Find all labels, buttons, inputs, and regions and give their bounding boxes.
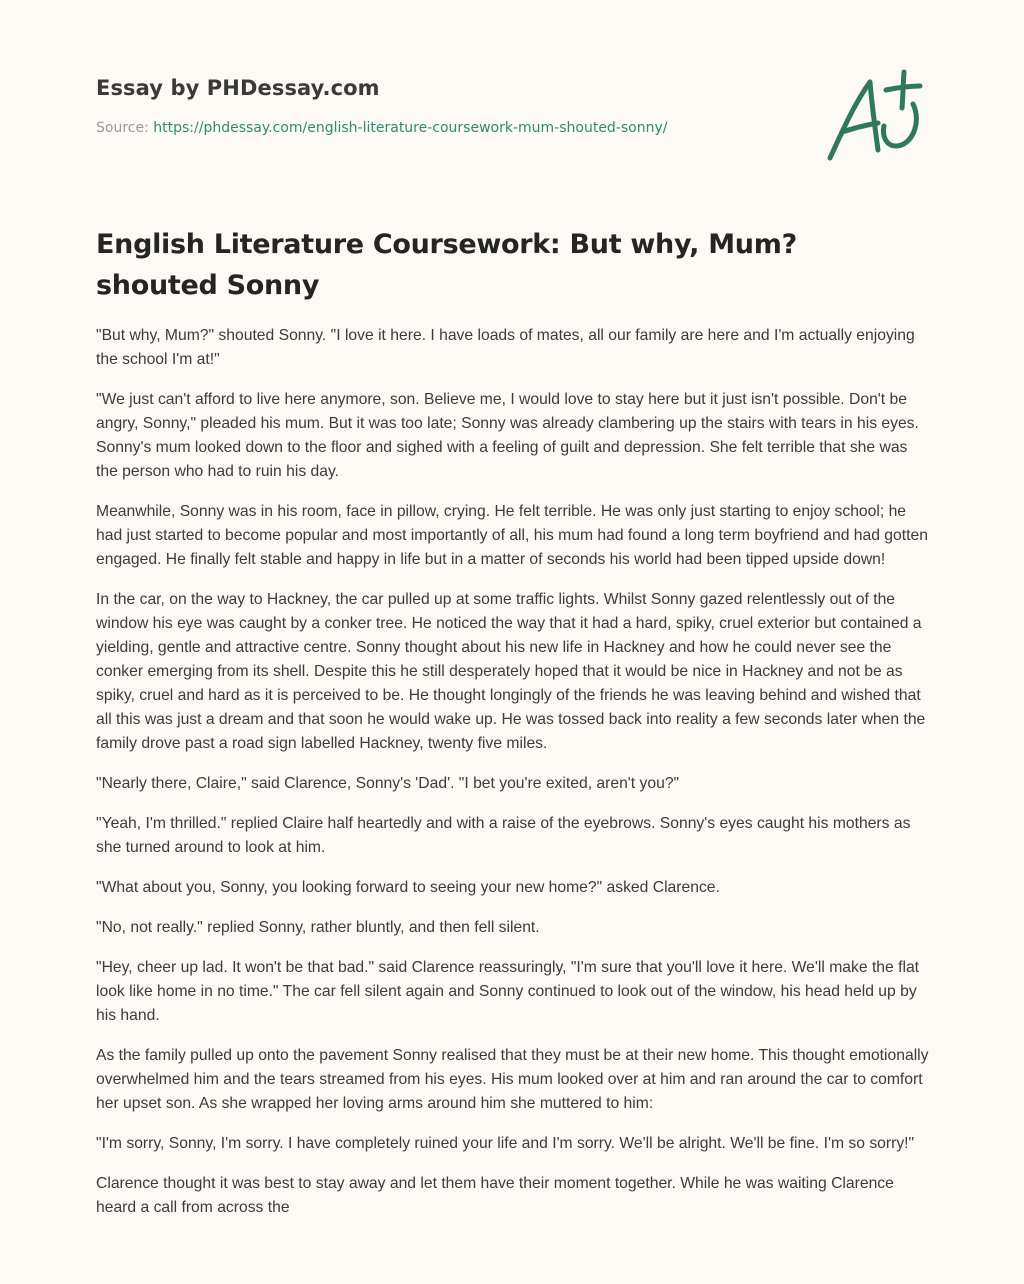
essay-paragraph: "What about you, Sonny, you looking forward to seeing your new home?" asked Clarence.: [96, 879, 720, 896]
site-title: Essay by PHDessay.com: [96, 76, 380, 100]
page-header: [96, 76, 796, 136]
essay-paragraph: Clarence thought it was best to stay away and let them have their moment together. While he was waiting Clarence heard a call from across the: [96, 1175, 894, 1216]
essay-paragraph: As the family pulled up onto the pavement Sonny realised that they must be at their new home. This thought emotionally overwhelmed him and the tears streamed from his eyes. His mum looked over at him and ran around the car to comfort her upset son. As she wrapped her loving arms around him she muttered to him:: [96, 1047, 929, 1112]
essay-paragraph: Meanwhile, Sonny was in his room, face in pillow, crying. He felt terrible. He was only just starting to enjoy school; he had just started to become popular and most importantly of all, his mum had found a long term boyfriend and had gotten engaged. He finally felt stable and happy in life but in a matter of seconds his world had been tipped upside down!: [96, 503, 928, 568]
a-plus-logo-icon: [820, 66, 930, 166]
essay-paragraph: "Nearly there, Claire," said Clarence, Sonny's 'Dad'. "I bet you're exited, aren't you?": [96, 775, 680, 792]
essay-paragraph: "But why, Mum?" shouted Sonny. "I love it here. I have loads of mates, all our family are here and I'm actually enjoying the school I'm at!": [96, 327, 915, 368]
essay-body: [96, 324, 932, 1236]
essay-paragraph: "I'm sorry, Sonny, I'm sorry. I have completely ruined your life and I'm sorry. We'll be alright. We'll be fine. I'm so sorry!": [96, 1135, 915, 1152]
source-line: [96, 120, 796, 136]
essay-paragraph: "We just can't afford to live here anymore, son. Believe me, I would love to stay here but it just isn't possible. Don't be angry, Sonny," pleaded his mum. But it was too late; Sonny was already clambering up the stairs with tears in his eyes. Sonny's mum looked down to the floor and sighed with a feeling of guilt and depression. She felt terrible that she was the person who had to ruin his day.: [96, 391, 919, 480]
essay-paragraph: "No, not really." replied Sonny, rather bluntly, and then fell silent.: [96, 919, 540, 936]
essay-paragraph: "Yeah, I'm thrilled." replied Claire half heartedly and with a raise of the eyebrows. Sonny's eyes caught his mothers as she turned around to look at him.: [96, 815, 911, 856]
essay-title: English Literature Coursework: But why, Mum? shouted Sonny: [96, 229, 797, 301]
essay-paragraph: "Hey, cheer up lad. It won't be that bad." said Clarence reassuringly, "I'm sure that you'll love it here. We'll make the flat look like home in no time." The car fell silent again and Sonny continued to look out of the window, his head held up by his hand.: [96, 959, 920, 1024]
source-link[interactable]: https://phdessay.com/english-literature-coursework-mum-shouted-sonny/: [153, 120, 668, 136]
essay-paragraph: In the car, on the way to Hackney, the car pulled up at some traffic lights. Whilst Sonny gazed relentlessly out of the window his eye was caught by a conker tree. He noticed the way that it had a hard, spiky, cruel exterior but contained a yielding, gentle and attractive centre. Sonny thought about his new life in Hackney and how he could never see the conker emerging from its shell. Despite this he still desperately hoped that it would be nice in Hackney and not be as spiky, cruel and hard as it is perceived to be. He thought longingly of the friends he was leaving behind and wished that all this was just a dream and that soon he would wake up. He was tossed back into reality a few seconds later when the family drove past a road sign labelled Hackney, twenty five miles.: [96, 591, 926, 752]
source-label: Source:: [96, 120, 154, 136]
